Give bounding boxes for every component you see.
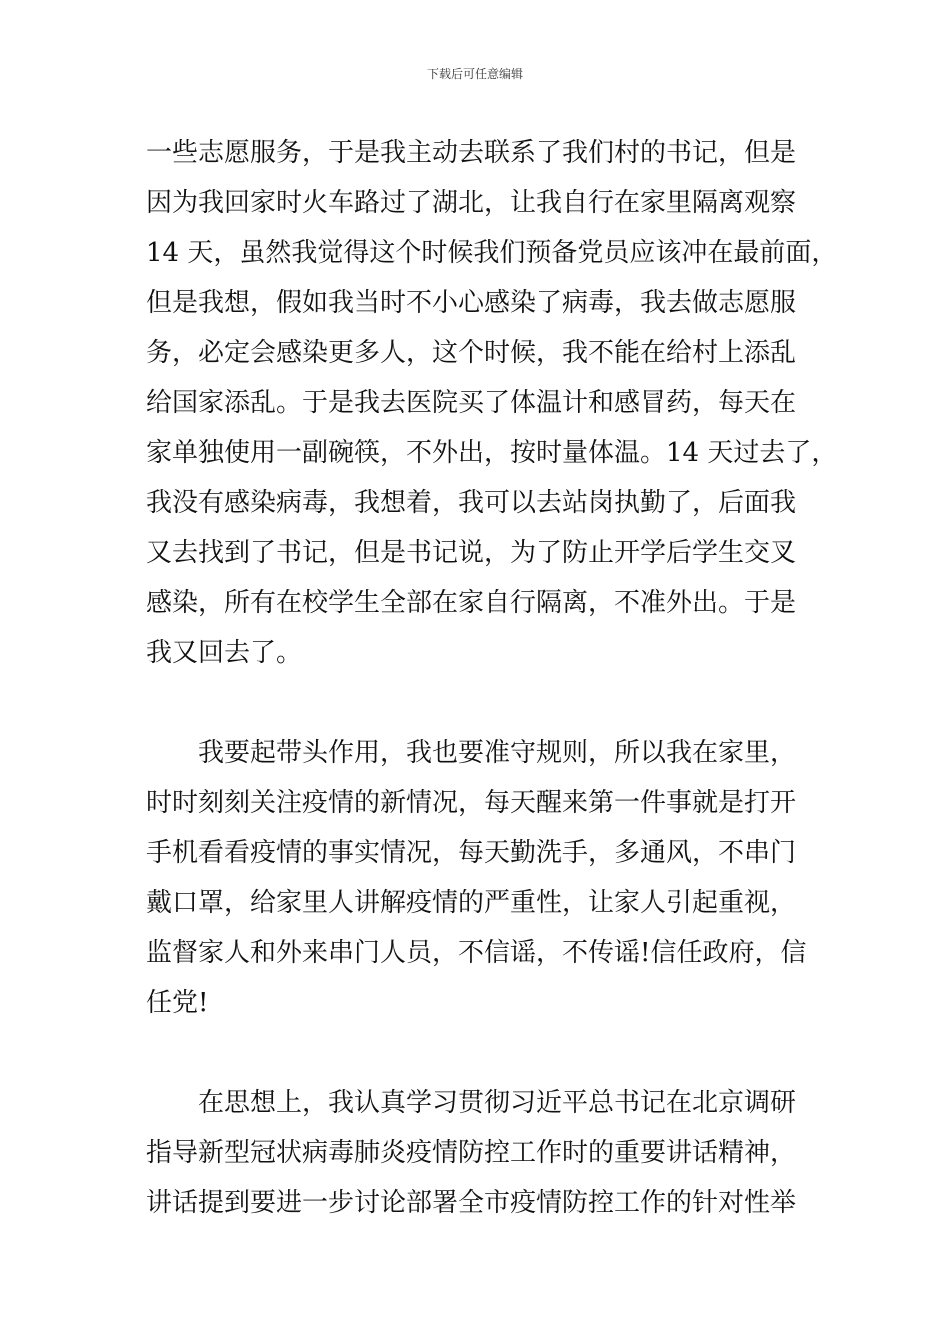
text-line: 指导新型冠状病毒肺炎疫情防控工作时的重要讲话精神， [146, 1138, 797, 1168]
text-line: 我又回去了。 [146, 638, 303, 668]
paragraph-2 [146, 728, 836, 1028]
text-line: 因为我回家时火车路过了湖北，让我自行在家里隔离观察 [146, 188, 797, 218]
text-line: 给国家添乱。于是我去医院买了体温计和感冒药，每天在 [146, 388, 797, 418]
paragraph-3 [146, 1078, 836, 1228]
paragraph-spacer [146, 678, 836, 728]
paragraph-1 [146, 128, 836, 678]
text-line: 但是我想，假如我当时不小心感染了病毒，我去做志愿服 [146, 288, 797, 318]
text-line: 我要起带头作用，我也要准守规则，所以我在家里， [146, 738, 797, 768]
document-body [146, 128, 836, 1228]
text-line: 监督家人和外来串门人员，不信谣，不传谣!信任政府，信 [146, 938, 807, 968]
text-line: 14 天，虽然我觉得这个时候我们预备党员应该冲在最前面， [146, 238, 838, 268]
text-line: 我没有感染病毒，我想着，我可以去站岗执勤了，后面我 [146, 488, 797, 518]
page-header: 下载后可任意编辑 [426, 67, 523, 81]
text-line: 戴口罩，给家里人讲解疫情的严重性，让家人引起重视， [146, 888, 797, 918]
text-line: 手机看看疫情的事实情况，每天勤洗手，多通风，不串门 [146, 838, 797, 868]
text-line: 家单独使用一副碗筷，不外出，按时量体温。14 天过去了， [146, 438, 838, 468]
text-line: 时时刻刻关注疫情的新情况，每天醒来第一件事就是打开 [146, 788, 797, 818]
text-line: 在思想上，我认真学习贯彻习近平总书记在北京调研 [146, 1088, 797, 1118]
text-line: 又去找到了书记，但是书记说，为了防止开学后学生交叉 [146, 538, 797, 568]
text-line: 讲话提到要进一步讨论部署全市疫情防控工作的针对性举 [146, 1188, 797, 1218]
text-line: 任党! [146, 988, 209, 1018]
paragraph-spacer [146, 1028, 836, 1078]
text-line: 务，必定会感染更多人，这个时候，我不能在给村上添乱 [146, 338, 797, 368]
text-line: 一些志愿服务，于是我主动去联系了我们村的书记，但是 [146, 138, 797, 168]
text-line: 感染，所有在校学生全部在家自行隔离，不准外出。于是 [146, 588, 797, 618]
